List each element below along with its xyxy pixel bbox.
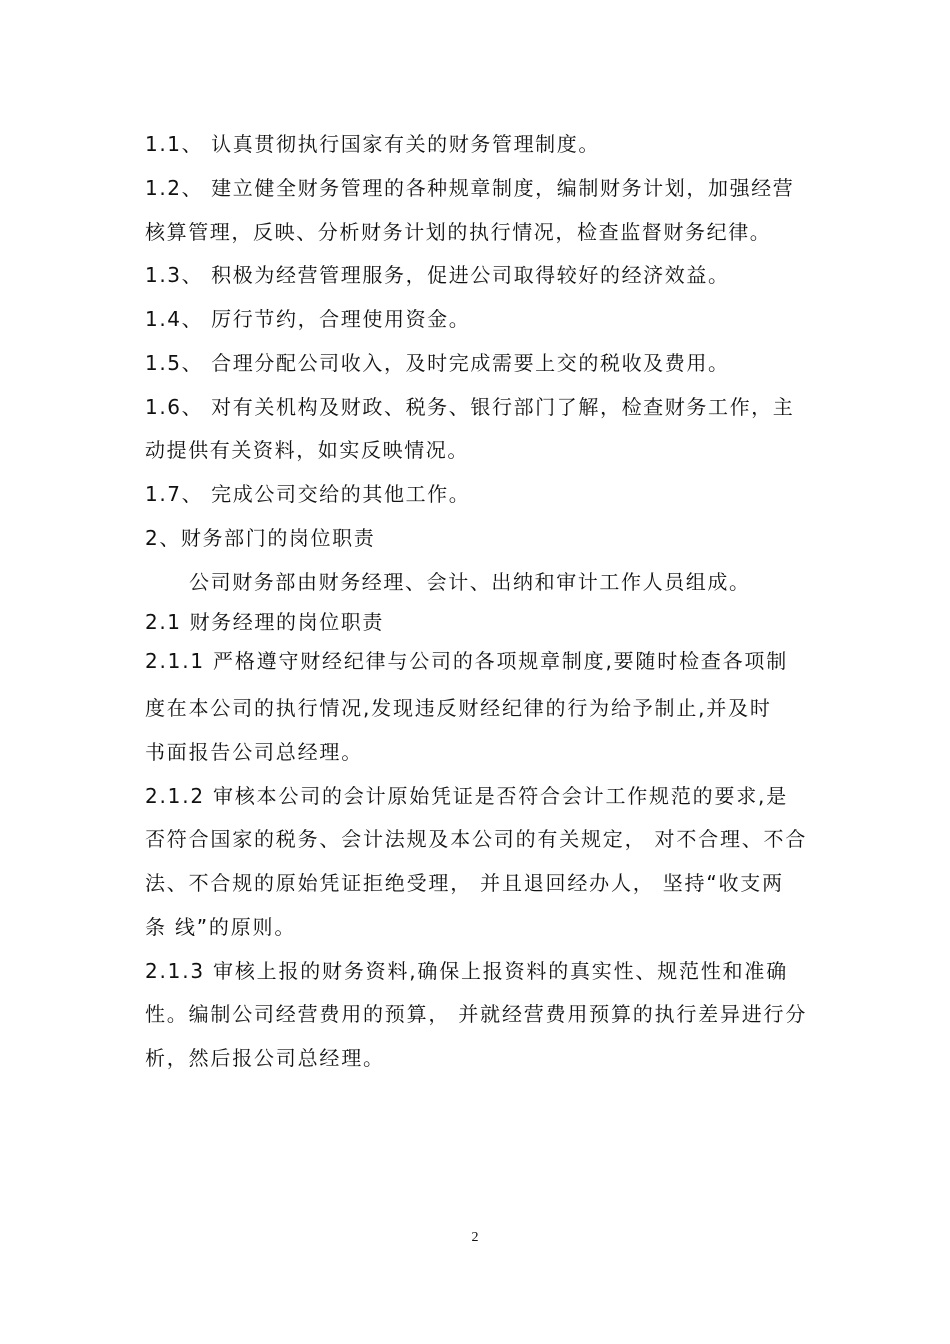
subsection-heading: 2.1 财务经理的岗位职责	[145, 610, 384, 634]
text-line: 2.1.2 审核本公司的会计原始凭证是否符合会计工作规范的要求,是	[145, 784, 789, 808]
text-line: 析，然后报公司总经理。	[145, 1046, 385, 1070]
text-line: 1.6、 对有关机构及财政、税务、银行部门了解，检查财务工作，主	[145, 395, 795, 419]
text-line: 1.7、 完成公司交给的其他工作。	[145, 482, 471, 506]
text-line: 书面报告公司总经理。	[145, 740, 363, 764]
text-line: 否符合国家的税务、会计法规及本公司的有关规定， 对不合理、不合	[145, 827, 808, 851]
text-line: 2.1.3 审核上报的财务资料,确保上报资料的真实性、规范性和准确	[145, 959, 789, 983]
text-line: 1.5、 合理分配公司收入，及时完成需要上交的税收及费用。	[145, 351, 730, 375]
intro-paragraph: 公司财务部由财务经理、会计、出纳和审计工作人员组成。	[189, 570, 751, 594]
text-line: 核算管理，反映、分析财务计划的执行情况，检查监督财务纪律。	[145, 220, 772, 244]
text-line: 度在本公司的执行情况,发现违反财经纪律的行为给予制止,并及时	[145, 696, 772, 720]
text-line: 法、不合规的原始凭证拒绝受理， 并且退回经办人， 坚持“收支两	[145, 871, 784, 895]
text-line: 1.1、 认真贯彻执行国家有关的财务管理制度。	[145, 132, 600, 156]
text-line: 动提供有关资料，如实反映情况。	[145, 438, 469, 462]
text-line: 性。编制公司经营费用的预算， 并就经营费用预算的执行差异进行分	[145, 1002, 808, 1026]
section-heading: 2、财务部门的岗位职责	[145, 526, 376, 550]
text-line: 2.1.1 严格遵守财经纪律与公司的各项规章制度,要随时检查各项制	[145, 649, 789, 673]
text-line: 1.3、 积极为经营管理服务，促进公司取得较好的经济效益。	[145, 263, 730, 287]
text-line: 1.2、 建立健全财务管理的各种规章制度，编制财务计划，加强经营	[145, 176, 795, 200]
text-line: 1.4、 厉行节约，合理使用资金。	[145, 307, 471, 331]
page-number: 2	[471, 1230, 479, 1245]
text-line: 条 线”的原则。	[145, 915, 297, 939]
